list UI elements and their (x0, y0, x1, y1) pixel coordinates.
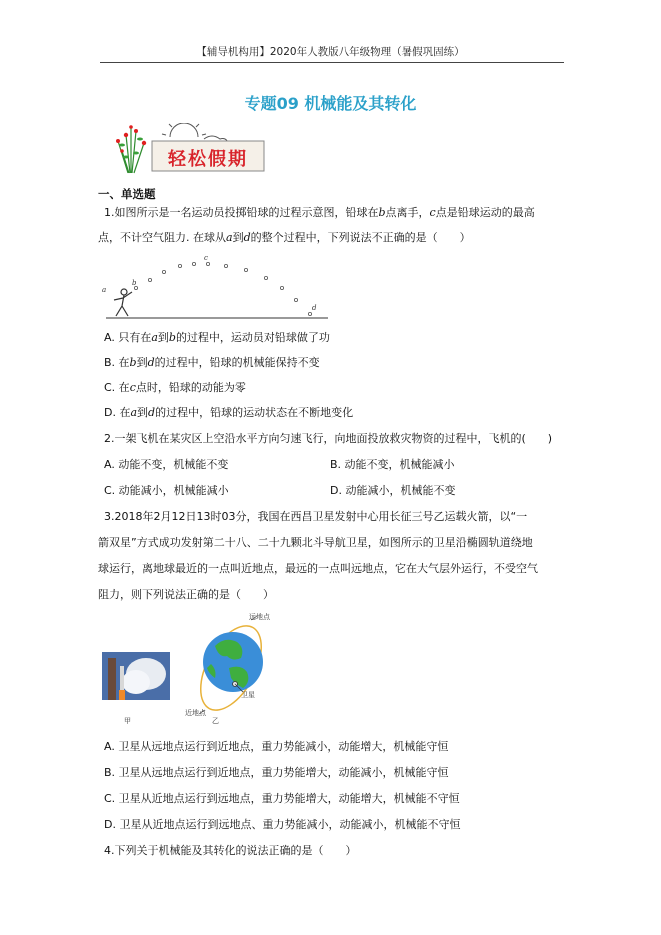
q4-stem: 4.下列关于机械能及其转化的说法正确的是（ ） (104, 844, 357, 857)
section-heading: 一、单选题 (98, 187, 156, 201)
q2-option-b: B. 动能不变，机械能减小 (330, 458, 455, 471)
q1-option-d: D. 在a到d的过程中，铅球的运动状态在不断地变化 (104, 406, 354, 419)
q3-option-b: B. 卫星从远地点运行到近地点，重力势能增大，动能减小，机械能守恒 (104, 766, 449, 779)
q1-line2: 点，不计空气阻力. 在球从a到d的整个过程中，下列说法不正确的是（ ） (98, 231, 471, 244)
banner-text: 轻松假期 (168, 149, 248, 170)
label-jia: 甲 (124, 717, 131, 725)
q3-option-d: D. 卫星从近地点运行到远地点、重力势能减小，动能减小，机械能不守恒 (104, 818, 461, 831)
q1-option-a: A. 只有在a到b的过程中，运动员对铅球做了功 (104, 331, 330, 344)
label-far-point: 远地点 (249, 613, 270, 621)
q3-option-a: A. 卫星从远地点运行到近地点，重力势能减小，动能增大，机械能守恒 (104, 740, 449, 753)
q1-figure (102, 252, 332, 322)
page-title: 专题09 机械能及其转化 (244, 94, 417, 113)
q3-line4: 阻力，则下列说法正确的是（ ） (98, 588, 274, 601)
label-b: b (132, 279, 137, 287)
label-satellite: 卫星 (241, 691, 255, 699)
q1-option-c: C. 在c点时，铅球的动能为零 (104, 381, 246, 394)
q2-option-d: D. 动能减小，机械能不变 (330, 484, 456, 497)
q3-option-c: C. 卫星从近地点运行到远地点，重力势能增大，动能增大，机械能不守恒 (104, 792, 460, 805)
q3-line1: 3.2018年2月12日13时03分，我国在西昌卫星发射中心用长征三号乙运载火箭，以“一 (104, 510, 528, 523)
orbit-figure (185, 612, 275, 724)
q2-option-c: C. 动能减小，机械能减小 (104, 484, 229, 497)
rocket-launch-photo (102, 652, 170, 700)
label-d: d (312, 304, 317, 312)
label-c: c (204, 254, 208, 262)
q1-line1: 1.如图所示是一名运动员投掷铅球的过程示意图，铅球在b点离手，c点是铅球运动的最高 (104, 206, 535, 219)
q3-line3: 球运行，离地球最近的一点叫近地点，最远的一点叫远地点，它在大气层外运行，不受空气 (98, 562, 538, 575)
label-a: a (102, 286, 107, 294)
athlete-icon (114, 289, 132, 316)
q2-stem: 2.一架飞机在某灾区上空沿水平方向匀速飞行，向地面投放救灾物资的过程中，飞机的( ) (104, 432, 553, 445)
label-yi: 乙 (212, 717, 219, 725)
q3-line2: 箭双星”方式成功发射第二十八、二十九颗北斗导航卫星，如图所示的卫星沿椭圆轨道绕地 (98, 536, 533, 549)
label-near-point: 近地点 (185, 709, 206, 717)
page-header: 【辅导机构用】2020年人教版八年级物理（暑假巩固练） (196, 46, 465, 58)
banner-graphic (112, 123, 272, 175)
q1-option-b: B. 在b到d的过程中，铅球的机械能保持不变 (104, 356, 320, 369)
q2-option-a: A. 动能不变，机械能不变 (104, 458, 229, 471)
shot-path (134, 262, 311, 315)
header-rule (100, 62, 564, 63)
